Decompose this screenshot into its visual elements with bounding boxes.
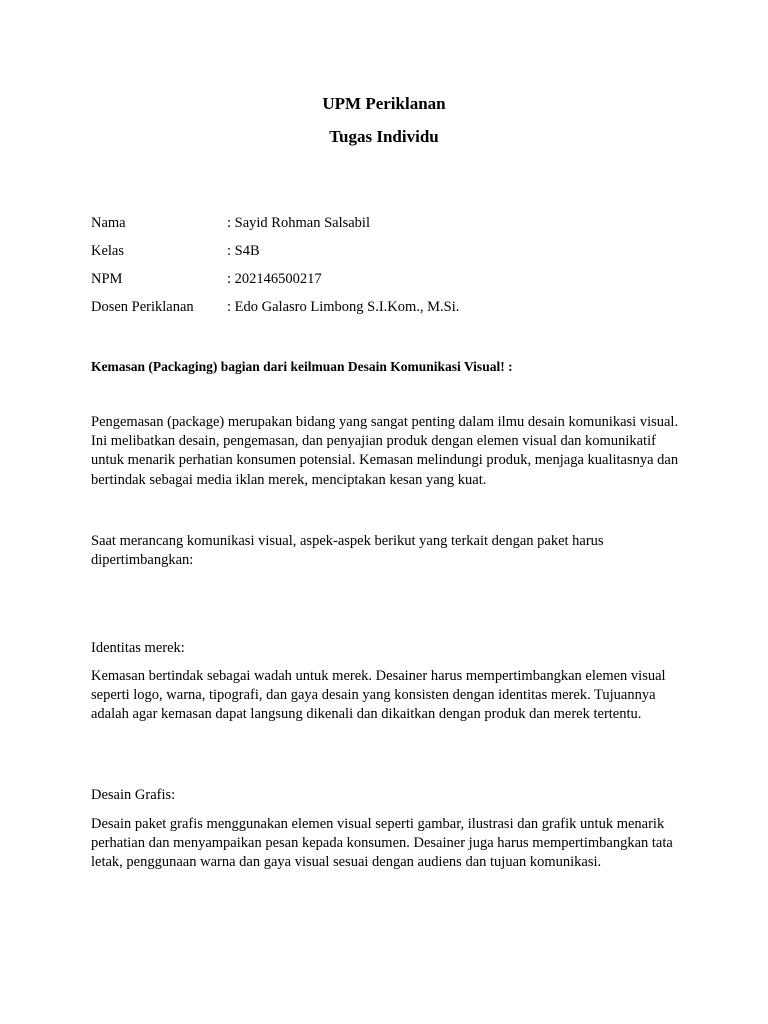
- info-label: NPM: [91, 271, 123, 287]
- info-label: Nama: [91, 215, 126, 231]
- section-title-identitas-merek: Identitas merek:: [91, 640, 185, 656]
- document-subtitle: Tugas Individu: [329, 127, 439, 146]
- section-title-desain-grafis: Desain Grafis:: [91, 787, 176, 803]
- info-value: : Sayid Rohman Salsabil: [227, 215, 370, 231]
- assignment-question-heading: Kemasan (Packaging) bagian dari keilmuan Desain Komunikasi Visual! :: [91, 359, 513, 374]
- info-value: : 202146500217: [227, 271, 322, 287]
- section-text-identitas-merek: Kemasan bertindak sebagai wadah untuk merek. Desainer harus mempertimbangkan elemen visual seperti logo, warna, tipografi, dan gaya desain yang konsisten dengan identitas merek. Tujuannya adalah agar kemasan dapat langsung dikenali dan dikaitkan dengan produk dan merek tertentu.: [91, 668, 666, 723]
- info-label: Kelas: [91, 243, 125, 259]
- section-text-desain-grafis: Desain paket grafis menggunakan elemen visual seperti gambar, ilustrasi dan grafik untuk menarik perhatian dan menyampaikan pesan kepada konsumen. Desainer juga harus mempertimbangkan tata letak, penggunaan warna dan gaya visual sesuai dengan audiens dan tujuan komunikasi.: [91, 816, 673, 871]
- info-value: : S4B: [227, 243, 260, 259]
- intro-paragraph: Pengemasan (package) merupakan bidang yang sangat penting dalam ilmu desain komunikasi visual. Ini melibatkan desain, pengemasan, dan penyajian produk dengan elemen visual dan komunikatif untuk menarik perhatian konsumen potensial. Kemasan melindungi produk, menjaga kualitasnya dan bertindak sebagai media iklan merek, menciptakan kesan yang kuat.: [91, 414, 679, 488]
- info-label: Dosen Periklanan: [91, 299, 194, 315]
- info-value: : Edo Galasro Limbong S.I.Kom., M.Si.: [227, 299, 460, 315]
- aspects-paragraph: Saat merancang komunikasi visual, aspek-aspek berikut yang terkait dengan paket harus dipertimbangkan:: [91, 533, 604, 569]
- document-title: UPM Periklanan: [322, 94, 446, 113]
